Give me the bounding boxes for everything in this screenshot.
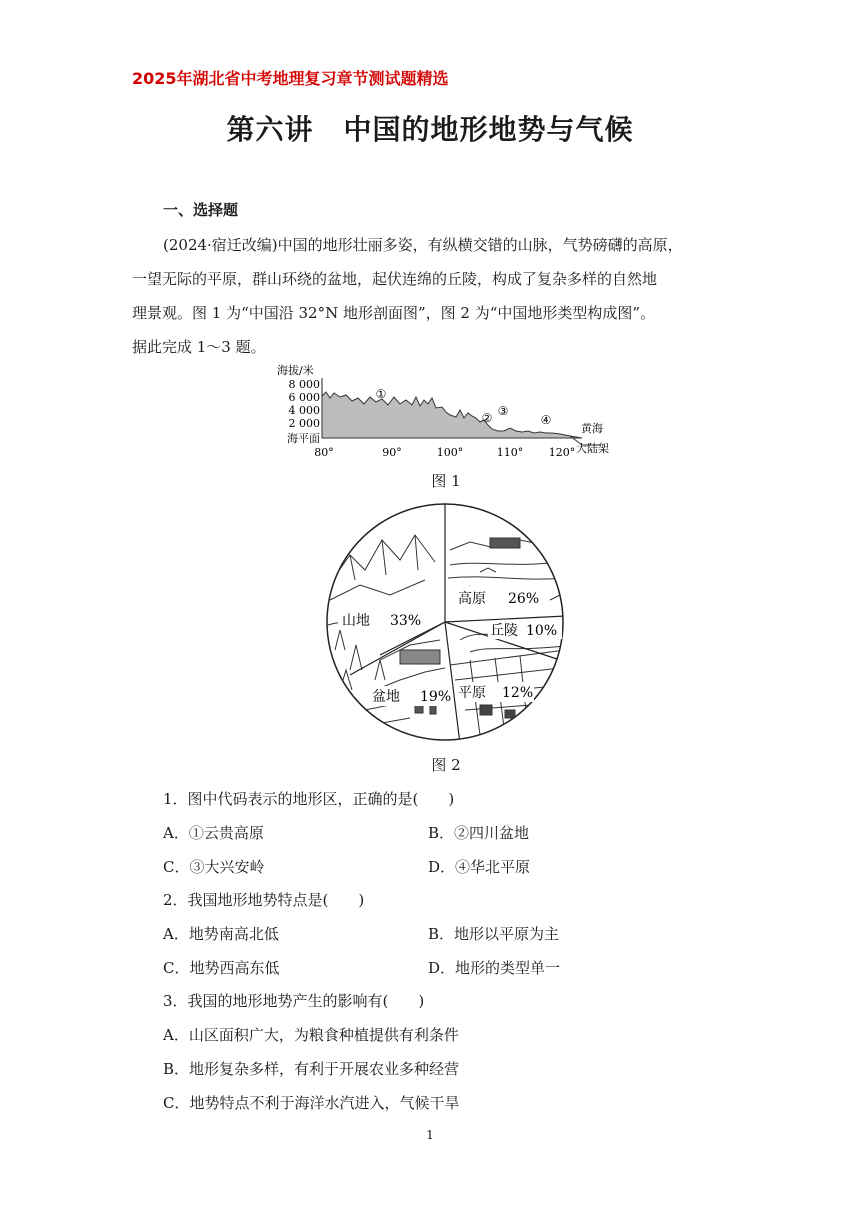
question-3-option-c: C．地势特点不利于海洋水汽进入，气候干旱 [163,1094,460,1112]
question-1-option-c: C．③大兴安岭 [163,858,265,876]
landform-composition-figure [320,500,570,744]
intro-line-4: 据此完成 1～3 题。 [132,338,266,356]
segment-name-basin: 盆地 [372,689,400,705]
series-title: 2025年湖北省中考地理复习章节测试题精选 [132,69,449,88]
segment-percent-mountain: 33% [390,613,422,629]
intro-line-3: 理景观。图 1 为“中国沿 32°N 地形剖面图”，图 2 为“中国地形类型构成图”。 [132,304,656,322]
x-tick-100: 100° [436,446,464,459]
question-2-option-b: B．地形以平原为主 [428,925,560,943]
intro-line-1: (2024·宿迁改编)中国的地形壮丽多姿，有纵横交错的山脉，气势磅礴的高原， [163,236,683,254]
segment-name-hill: 丘陵 [490,623,518,639]
y-tick-4000: 4 000 [288,404,320,417]
shelf-label: 大陆架 [576,442,609,455]
y-tick-sea-level: 海平面 [287,432,320,445]
intro-line-2: 一望无际的平原，群山环绕的盆地，起伏连绵的丘陵，构成了复杂多样的自然地 [132,270,658,288]
segment-percent-plateau: 26% [508,591,540,607]
question-1-option-a: A．①云贵高原 [163,824,264,842]
question-3-option-a: A．山区面积广大，为粮食种植提供有利条件 [163,1026,459,1044]
question-1-option-b: B．②四川盆地 [428,824,530,842]
segment-label-mountain [338,610,426,630]
y-axis-title: 海拔/米 [277,364,314,377]
question-2-option-c: C．地势西高东低 [163,959,280,977]
x-tick-80: 80° [314,446,334,459]
terrain-profile-figure [270,360,630,464]
x-tick-90: 90° [382,446,402,459]
marker-2: ② [481,411,493,425]
segment-percent-hill: 10% [526,623,558,639]
page-number: 1 [426,1128,434,1142]
section-heading: 一、选择题 [163,201,239,219]
segment-label-basin [368,686,452,706]
segment-name-mountain: 山地 [342,613,370,629]
lecture-title: 中国的地形地势与气候 [343,113,634,146]
question-2-option-a: A．地势南高北低 [163,925,279,943]
marker-4: ④ [540,413,552,427]
figure1-caption: 图 1 [431,472,461,490]
segment-label-plateau [454,586,542,608]
question-3-stem: 3．我国的地形地势产生的影响有( ) [163,992,425,1010]
y-tick-8000: 8 000 [288,378,320,391]
x-tick-120: 120° [548,446,576,459]
segment-label-plain [456,682,534,702]
segment-name-plain: 平原 [458,685,486,701]
basin-illustration [365,640,445,725]
question-3-option-b: B．地形复杂多样，有利于开展农业多种经营 [163,1060,460,1078]
segment-label-hill [488,621,562,639]
question-1-option-d: D．④华北平原 [428,858,531,876]
question-2-option-d: D．地形的类型单一 [428,959,561,977]
question-2-stem: 2．我国地形地势特点是( ) [163,891,365,909]
question-1-stem: 1．图中代码表示的地形区，正确的是( ) [163,790,455,808]
segment-percent-plain: 12% [502,685,534,701]
y-tick-2000: 2 000 [288,417,320,430]
y-tick-6000: 6 000 [288,391,320,404]
marker-1: ① [375,387,387,401]
segment-name-plateau: 高原 [458,591,486,607]
lecture-number: 第六讲 [226,113,314,146]
segment-percent-basin: 19% [420,689,452,705]
sea-label: 黄海 [581,422,603,435]
figure2-caption: 图 2 [431,756,461,774]
page-title [0,108,860,148]
marker-3: ③ [497,404,509,418]
x-tick-110: 110° [496,446,524,459]
